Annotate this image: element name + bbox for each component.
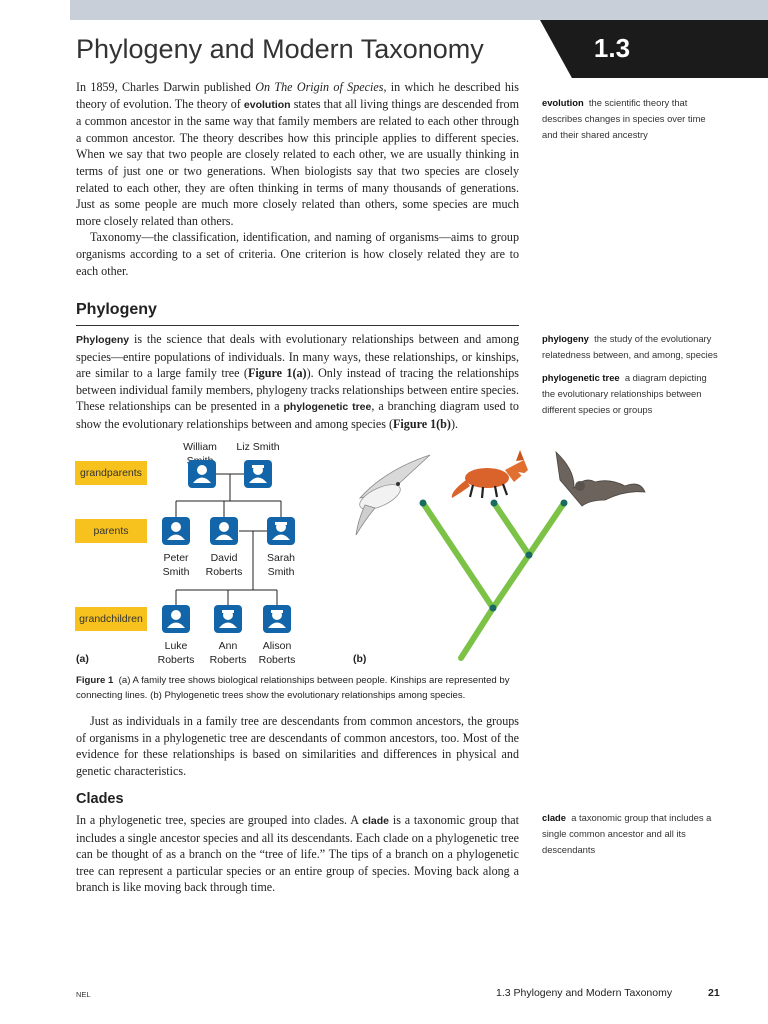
figure-part-a-label: (a) [76,653,89,665]
phylogeny-t4: ). [450,416,458,431]
intro-p1-a: In 1859, Charles Darwin published [76,80,256,94]
person-icon [188,460,216,488]
seagull-illustration [356,455,430,535]
phylogeny-t3: , a branching diagram used to show the evolutionary relationships between and among species ( [76,399,519,431]
caption-label: Figure 1 [76,675,114,686]
term-phylogeny: Phylogeny [76,334,130,346]
person-icon [263,605,291,633]
first-name: David [210,552,238,564]
person-icon [244,460,272,488]
glossary-term: clade [542,812,566,823]
glossary-definition: a diagram depicting the evolutionary relationships between different species or groups [542,372,707,415]
glossary-term: evolution [542,97,584,108]
person-icon [162,605,190,633]
first-name: Luke [164,640,188,652]
person-icon [214,605,242,633]
tree-tip [491,500,498,507]
caption-text: (a) A family tree shows biological relationships between people. Kinships are represented by connecting lines. (b) Phylogenetic trees show the evolutionary relationships among species. [76,675,510,701]
last-name: Roberts [209,654,247,666]
last-name: Smith [162,566,190,578]
book-title: On The Origin of Species [255,80,384,94]
heading-phylogeny: Phylogeny [76,301,157,318]
glossary-definition: the study of the evolutionary relatedness between, and among, species [542,333,718,360]
person-icon [267,517,295,545]
intro-paragraph-2: Taxonomy—the classification, identification, and naming of organisms—aims to group organisms according to a set of criteria. One criterion is how closely related they are to each other. [76,230,519,278]
fox-illustration [452,450,530,498]
person-icon [210,517,238,545]
glossary-definition: a taxonomic group that includes a single common ancestor and all its descendants [542,812,712,855]
intro-p1-b: , in which he described his theory of evolution. The theory of [76,80,519,111]
tree-branch [423,503,493,608]
footer-section-title: 1.3 Phylogeny and Modern Taxonomy [496,987,673,999]
figure-part-b-label: (b) [353,653,367,665]
last-name: Roberts [258,654,296,666]
page-number: 21 [708,987,720,999]
clades-t1: In a phylogenetic tree, species are grouped into clades. A [76,813,363,827]
phylogeny-t1: is the science that deals with evolutionary relationships between and among species—entire populations of individuals. In many ways, these relationships, or kinships, are similar to a large family tree ( [76,332,519,381]
name-parent-2 [194,551,254,579]
clades-paragraph [76,812,519,896]
glossary-term: phylogeny [542,333,589,344]
figure-ref-b: Figure 1(b) [393,416,451,431]
name-grandparent-2: Liz Smith [236,441,280,453]
label-grandchildren: grandchildren [75,607,147,631]
tree-branch [494,503,529,555]
glossary-definition: the scientific theory that describes changes in species over time and their shared ancestry [542,97,706,140]
tree-node [490,605,497,612]
tree-node [526,552,533,559]
label-parents: parents [75,519,147,543]
after-figure-paragraph: Just as individuals in a family tree are descendants from common ancestors, the groups of organisms in a phylogenetic tree are descendants of common ancestors, too. Most of the evidence for these relationships is based on similarities and differences in physical and genetic characteristics. [76,714,519,778]
first-name: Peter [163,552,189,564]
clades-t2: is a taxonomic group that includes a single ancestor species and all its descendants. Each clade on a phylogenetic tree can be thought of as a branch on the “tree of life.” The tips of a branch on a phylogenetic tree can represent a particular species or an entire group of species. Moving back along a branch is like moving back through time. [76,813,519,895]
term-phylogenetic-tree: phylogenetic tree [283,401,372,414]
last-name: Smith [267,566,295,578]
section-number: 1.3 [593,33,631,63]
clades-text [76,812,519,896]
after-figure-text [76,713,519,779]
first-name: Ann [218,640,238,652]
figure-ref-a: Figure 1(a) [247,366,307,381]
term-evolution: evolution [243,98,291,111]
phylogenetic-tree [340,440,660,665]
glossary-term: phylogenetic tree [542,372,620,383]
first-name: Sarah [266,552,296,564]
tree-tip [561,500,568,507]
footer-publisher: NEL [76,990,91,999]
first-name: Alison [262,640,292,652]
tree-branch [461,608,493,658]
page-title: Phylogeny and Modern Taxonomy [76,34,484,64]
last-name: Roberts [157,654,195,666]
name-parent-3 [251,551,311,579]
label-grandparents: grandparents [75,461,147,485]
heading-clades: Clades [76,791,124,807]
phylogeny-t2: ). Only instead of tracing the relationships between individual family members, phylogeny tracks relationships between entire species. These relationships can be presented in a [76,366,519,414]
term-clade: clade [362,815,389,827]
bat-illustration [556,452,645,506]
glossary-clade [542,810,722,857]
person-icon [162,517,190,545]
intro-p1-c: states that all living things are descended from a common ancestor in the same way that family members are related to each other through a common ancestor. The theory describes how this principle applies to different species. When we say that two people are closely related to each other, we are usually thinking in terms of just one or two generations. When biologists say that two species are closely related to each other, they are often thinking in terms of many thousands of generations. Just as some people are much more closely related than others, some species are much more closely related than others. [76,96,519,228]
last-name: Roberts [205,566,243,578]
tree-tip [420,500,427,507]
name-grandchild-3 [247,639,307,667]
figure-caption [76,673,526,703]
name-grandparent-1: William [183,441,217,453]
name-grandchild-1 [146,639,206,667]
